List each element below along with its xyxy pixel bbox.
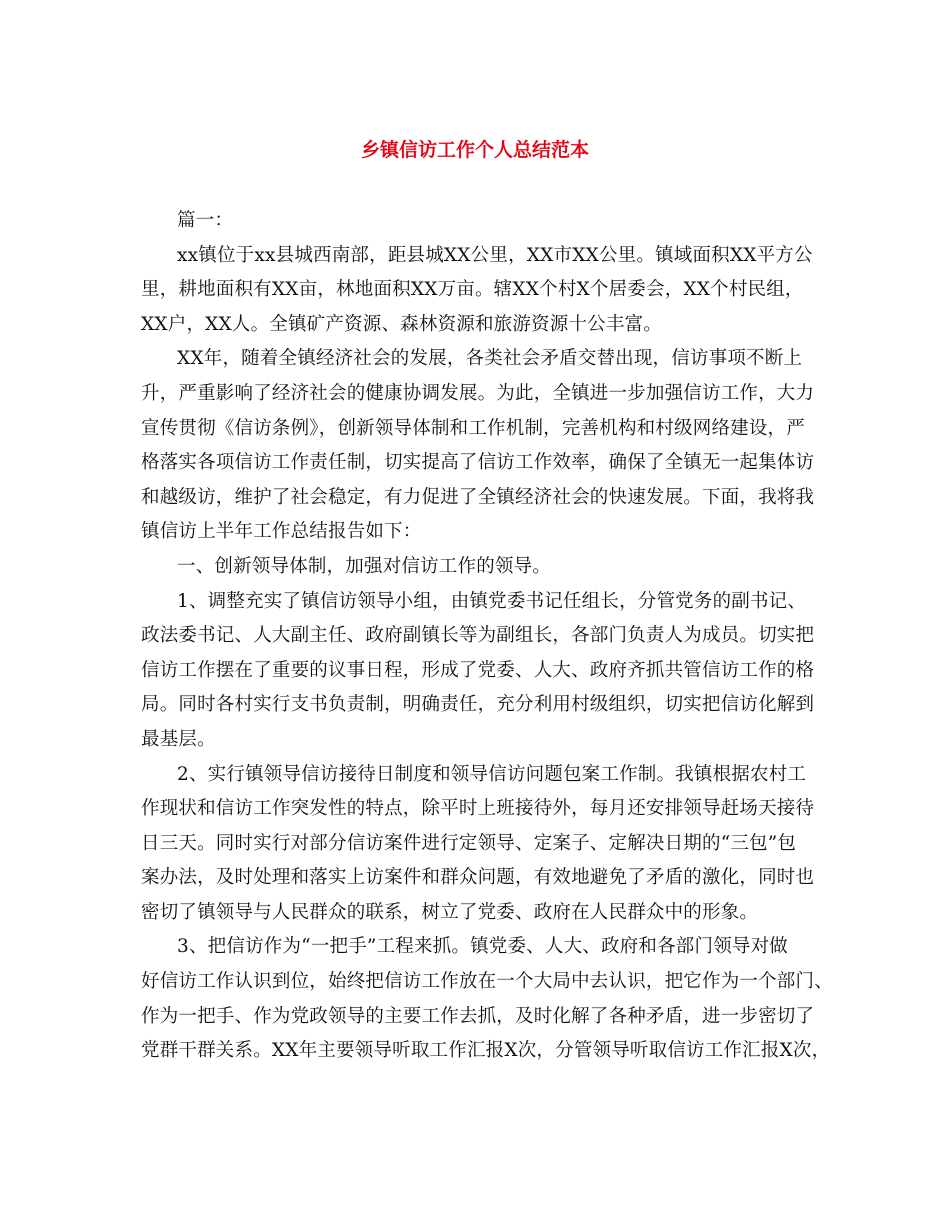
text-line: 信访工作摆在了重要的议事日程，形成了党委、人大、政府齐抓共管信访工作的格 [141,659,815,681]
text-line: 作为一把手、作为党政领导的主要工作去抓，及时化解了各种矛盾，进一步密切了 [141,1005,815,1027]
document-body [141,204,833,1069]
text-line: 升，严重影响了经济社会的健康协调发展。为此，全镇进一步加强信访工作，大力 [141,382,815,404]
text-line: 局。同时各村实行支书负责制，明确责任，充分利用村级组织，切实把信访化解到 [141,694,815,716]
text-line: 日三天。同时实行对部分信访案件进行定领导、定案子、定解决日期的“三包”包 [141,832,797,854]
text-line: 政法委书记、人大副主任、政府副镇长等为副组长，各部门负责人为成员。切实把 [141,625,815,647]
text-line: xx镇位于xx县城西南部，距县城XX公里，XX市XX公里。镇域面积XX平方公 [177,244,813,266]
text-line: 最基层。 [141,728,216,750]
text-line: 案办法，及时处理和落实上访案件和群众问题，有效地避免了矛盾的激化，同时也 [141,867,815,889]
text-line: 格落实各项信访工作责任制，切实提高了信访工作效率，确保了全镇无一起集体访 [141,452,815,474]
text-line: XX户，XX人。全镇矿产资源、森林资源和旅游资源十公丰富。 [141,313,662,335]
text-line: 2、实行镇领导信访接待日制度和领导信访问题包案工作制。我镇根据农村工 [177,763,807,785]
text-line: 镇信访上半年工作总结报告如下： [141,521,422,543]
text-line: 党群干群关系。XX年主要领导听取工作汇报X次，分管领导听取信访工作汇报X次， [141,1040,831,1062]
text-line: 3、把信访作为“一把手”工程来抓。镇党委、人大、政府和各部门领导对做 [177,936,788,958]
text-line: 密切了镇领导与人民群众的联系，树立了党委、政府在人民群众中的形象。 [141,901,759,923]
text-line: 好信访工作认识到位，始终把信访工作放在一个大局中去认识，把它作为一个部门、 [141,971,833,993]
text-line: 篇一： [177,210,234,231]
text-line: 和越级访，维护了社会稳定，有力促进了全镇经济社会的快速发展。下面，我将我 [141,486,815,508]
text-line: 作现状和信访工作突发性的特点，除平时上班接待外，每月还安排领导赶场天接待 [141,798,815,820]
text-line: XX年，随着全镇经济社会的发展，各类社会矛盾交替出现，信访事项不断上 [177,348,803,370]
text-line: 1、调整充实了镇信访领导小组，由镇党委书记任组长，分管党务的副书记、 [177,590,807,612]
text-line: 一、创新领导体制，加强对信访工作的领导。 [177,555,552,577]
text-line: 里，耕地面积有XX亩，林地面积XX万亩。辖XX个村X个居委会，XX个村民组， [141,279,804,301]
text-line: 宣传贯彻《信访条例》，创新领导体制和工作机制，完善机构和村级网络建设，严 [141,417,805,439]
document-title: 乡镇信访工作个人总结范本 [360,139,589,161]
